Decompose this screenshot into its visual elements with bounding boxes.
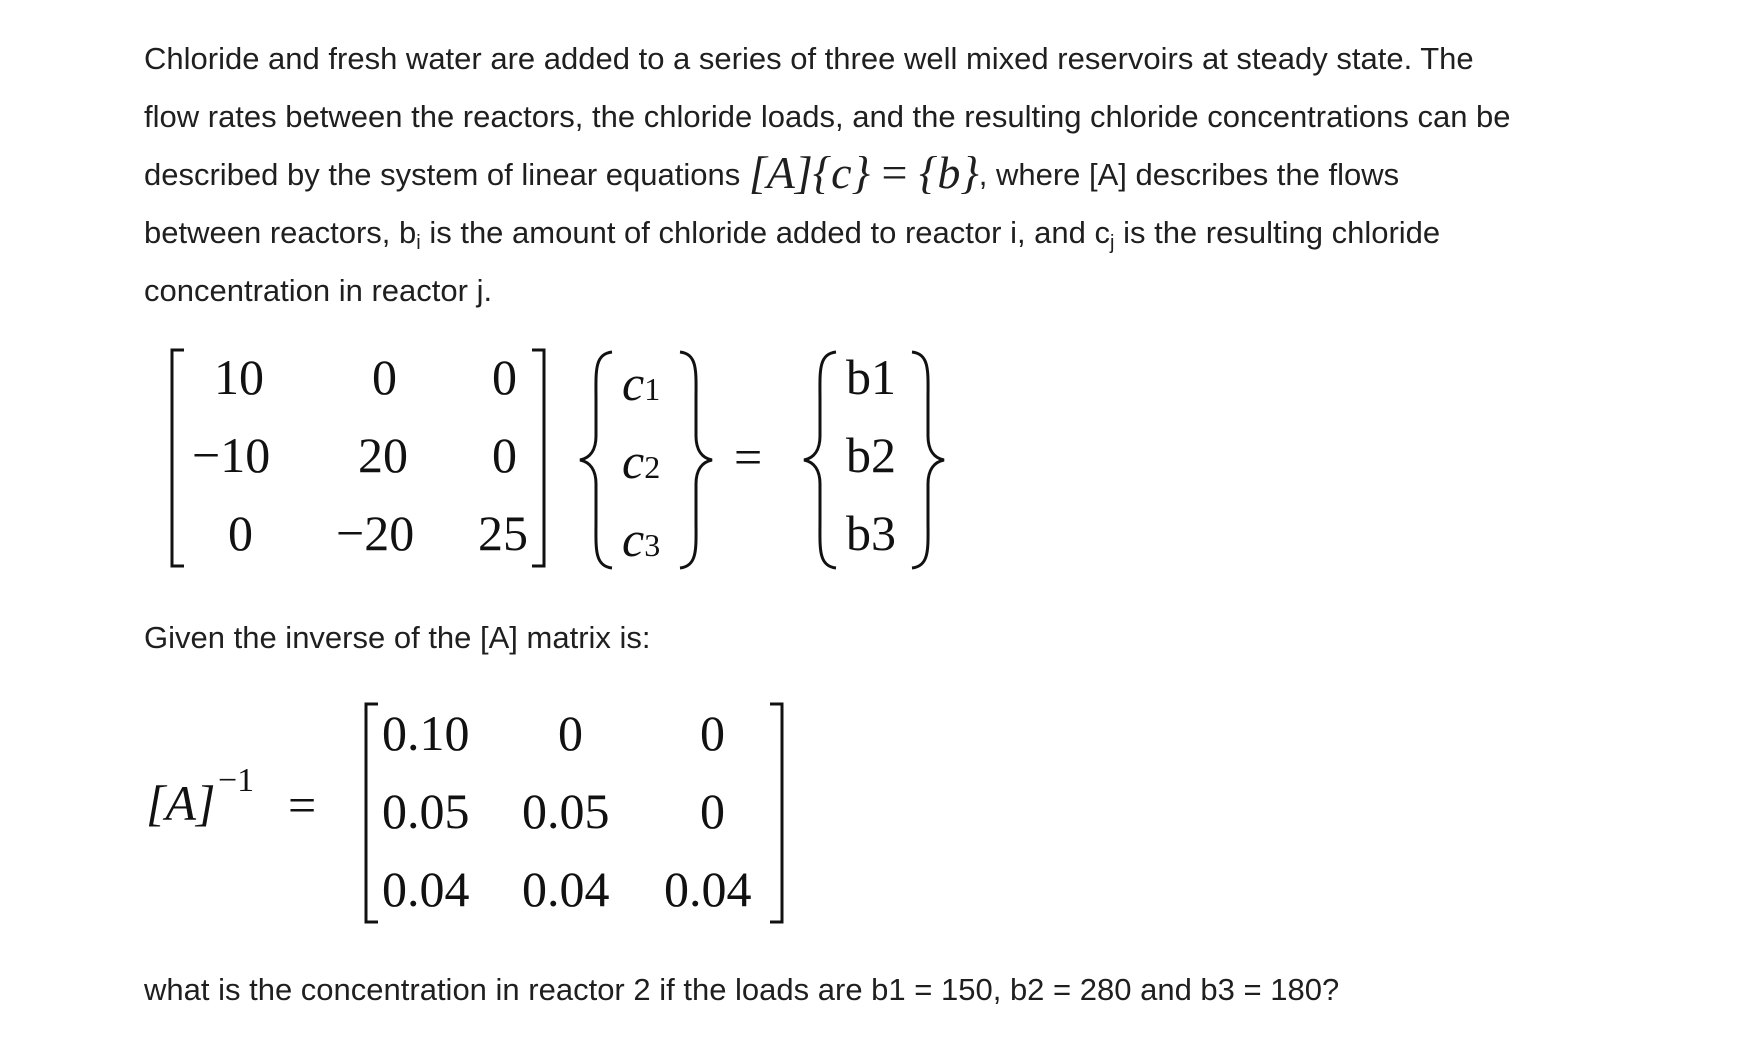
inline-eq-A: [A] — [748, 147, 813, 198]
inverse-exponent: −1 — [218, 762, 255, 799]
inverse-right-bracket — [768, 702, 788, 924]
inverse-label: [A] — [146, 775, 216, 831]
inverse-entry: 0 — [700, 783, 725, 839]
c-entry — [622, 433, 661, 489]
intro-line-4-c: is the resulting chloride — [1114, 215, 1441, 250]
intro-line-3-text: described by the system of linear equations — [144, 157, 741, 192]
c-entry — [622, 511, 661, 567]
c-base: c — [622, 433, 645, 489]
inverse-entry: 0.05 — [382, 783, 470, 839]
A-entry: 0 — [228, 505, 253, 561]
given-text: Given the inverse of the [A] matrix is: — [144, 620, 651, 655]
sub-j: j — [1110, 232, 1115, 254]
inverse-entry: 0 — [558, 705, 583, 761]
intro-line-2: flow rates between the reactors, the chloride loads, and the resulting chloride concentrations can be — [144, 99, 1511, 134]
b-entry: b3 — [846, 505, 896, 561]
matrix-A-right-bracket — [530, 348, 550, 568]
A-entry: 20 — [358, 427, 408, 483]
A-entry: −10 — [192, 427, 271, 483]
inverse-entry: 0 — [700, 705, 725, 761]
A-entry: 0 — [492, 427, 517, 483]
intro-line-4-b: is the amount of chloride added to reactor i, and c — [420, 215, 1111, 250]
c-subscript: 1 — [644, 371, 661, 407]
inverse-entry: 0.04 — [522, 861, 610, 917]
vector-b-right-brace — [908, 350, 948, 570]
inline-eq-c: {c} — [812, 147, 870, 198]
intro-line-5: concentration in reactor j. — [144, 273, 493, 308]
c-subscript: 3 — [644, 527, 661, 563]
inverse-entry: 0.10 — [382, 705, 470, 761]
inverse-entry: 0.04 — [382, 861, 470, 917]
c-entry — [622, 355, 661, 411]
inline-eq-b: {b} — [918, 147, 979, 198]
inverse-entry: 0.05 — [522, 783, 610, 839]
sub-i: i — [416, 232, 421, 254]
b-entry: b1 — [846, 349, 896, 405]
inline-eq-equals: = — [881, 147, 908, 198]
intro-line-3 — [144, 146, 1624, 204]
vector-b-left-brace — [800, 350, 840, 570]
inline-equation — [749, 147, 979, 198]
intro-line-3-post: , where [A] describes the flows — [978, 157, 1400, 192]
c-subscript: 2 — [644, 449, 661, 485]
b-entry: b2 — [846, 427, 896, 483]
A-entry: 0 — [492, 349, 517, 405]
vector-c-left-brace — [576, 350, 616, 570]
A-entry: 0 — [372, 349, 397, 405]
matrix-A-left-bracket — [168, 348, 188, 568]
inverse-entry: 0.04 — [664, 861, 752, 917]
intro-line-4 — [144, 204, 1624, 262]
question-text: what is the concentration in reactor 2 if the loads are b1 = 150, b2 = 280 and b3 = 180? — [144, 972, 1340, 1007]
c-base: c — [622, 355, 645, 411]
intro-line-4-a: between reactors, b — [144, 215, 417, 250]
A-entry: 25 — [478, 505, 528, 561]
intro-paragraph — [144, 30, 1624, 320]
intro-line-1: Chloride and fresh water are added to a series of three well mixed reservoirs at steady state. The — [144, 41, 1474, 76]
inverse-equals: = — [288, 777, 317, 833]
system-equals: = — [734, 429, 763, 485]
inverse-left-bracket — [362, 702, 382, 924]
vector-c-right-brace — [676, 350, 716, 570]
A-entry: 10 — [214, 349, 264, 405]
A-entry: −20 — [336, 505, 415, 561]
c-base: c — [622, 511, 645, 567]
